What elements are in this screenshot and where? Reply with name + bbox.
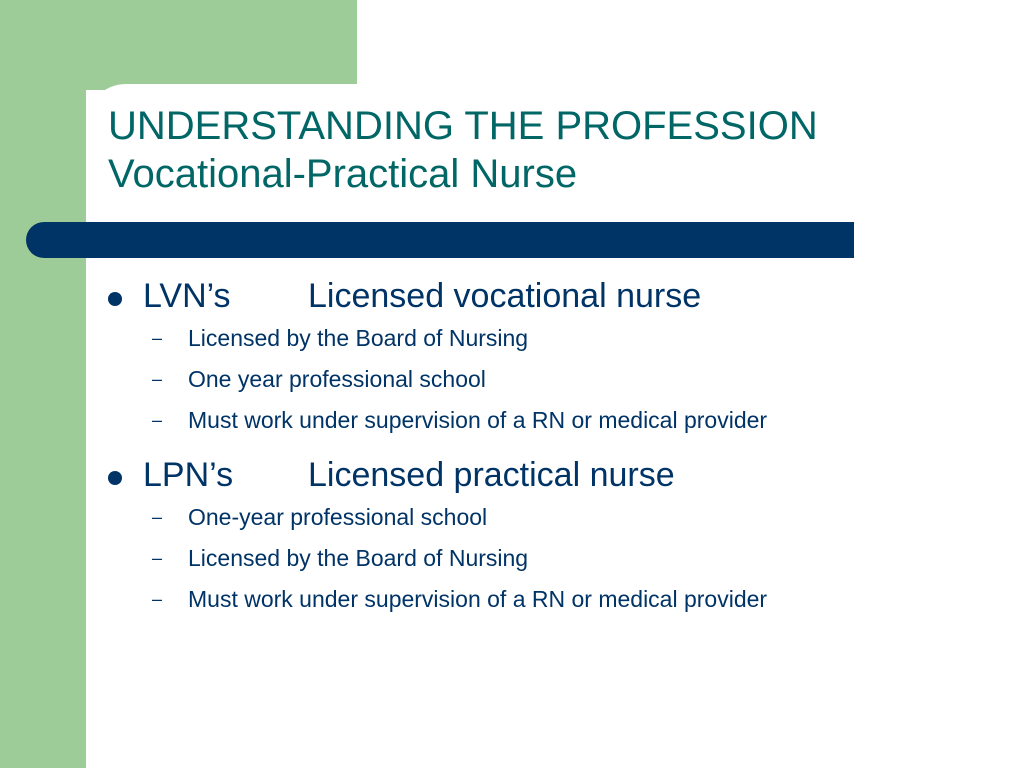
- title-line-2: Vocational-Practical Nurse: [108, 152, 578, 196]
- sub-bullet: [108, 579, 1008, 620]
- decorative-green-left: [0, 0, 86, 768]
- sub-bullet-text: Licensed by the Board of Nursing: [188, 545, 529, 571]
- decorative-navy-bar: [26, 222, 854, 258]
- bullet-definition: Licensed vocational nurse: [308, 277, 702, 315]
- dash-icon: –: [152, 507, 163, 527]
- sub-bullet: [108, 497, 1008, 538]
- sub-bullet: [108, 538, 1008, 579]
- sub-bullet: [108, 359, 1008, 400]
- sub-bullet: [108, 318, 1008, 359]
- sub-bullet-text: One-year professional school: [188, 504, 488, 530]
- sub-bullet-text: Licensed by the Board of Nursing: [188, 325, 529, 351]
- bullet-dot-icon: [108, 471, 122, 485]
- bullet-definition: Licensed practical nurse: [308, 456, 675, 494]
- dash-icon: –: [152, 410, 163, 430]
- sub-bullet-text: One year professional school: [188, 366, 486, 392]
- title-line-1: UNDERSTANDING THE PROFESSION: [108, 104, 818, 148]
- sub-bullet: [108, 400, 1008, 441]
- dash-icon: –: [152, 369, 163, 389]
- bullet-term: LPN’s: [143, 456, 234, 494]
- bullet-dot-icon: [108, 292, 122, 306]
- slide-title: [108, 102, 818, 198]
- bullet-term: LVN’s: [143, 277, 231, 315]
- bullet-item-lpn: [108, 453, 1008, 497]
- bullet-list: [108, 274, 1008, 620]
- dash-icon: –: [152, 328, 163, 348]
- sub-bullet-text: Must work under supervision of a RN or medical provider: [188, 407, 768, 433]
- sub-bullet-text: Must work under supervision of a RN or medical provider: [188, 586, 768, 612]
- bullet-item-lvn: [108, 274, 1008, 318]
- dash-icon: –: [152, 548, 163, 568]
- dash-icon: –: [152, 589, 163, 609]
